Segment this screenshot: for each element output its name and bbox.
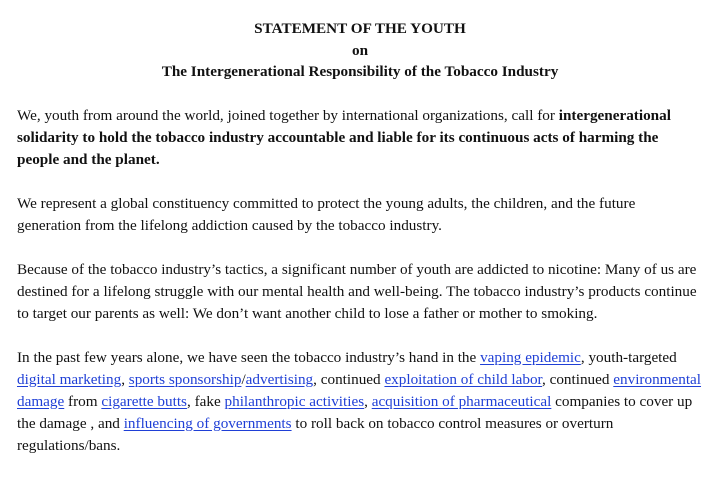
link-influencing-of-governments[interactable]: influencing of governments: [123, 414, 292, 432]
text-segment: , fake: [186, 392, 225, 410]
text-segment: , youth-targeted: [580, 348, 677, 366]
link-vaping-epidemic[interactable]: vaping epidemic: [480, 348, 581, 366]
link-advertising[interactable]: advertising: [245, 370, 314, 388]
link-environmental-damage[interactable]: environmental damage: [17, 370, 702, 410]
link-acquisition-of-pharmaceutical[interactable]: acquisition of pharmaceutical: [371, 392, 552, 410]
heading-line-1: STATEMENT OF THE YOUTH: [254, 20, 466, 37]
text-segment: from: [64, 392, 102, 410]
text-segment: to roll back on tobacco control measures or overturn regulations/bans.: [17, 414, 614, 454]
text-segment: ,: [364, 392, 372, 410]
link-cigarette-butts[interactable]: cigarette butts: [101, 392, 187, 410]
text-segment: , continued: [313, 370, 385, 388]
heading-line-3: The Intergenerational Responsibility of the Tobacco Industry: [161, 63, 559, 80]
paragraph-industry-hand: [17, 347, 703, 457]
text-segment: , continued: [542, 370, 614, 388]
link-philanthropic-activities[interactable]: philanthropic activities: [224, 392, 365, 410]
paragraph-bold-text: intergenerational solidarity to hold the tobacco industry accountable and liable for its continuous acts of harming the people and the planet.: [17, 106, 671, 168]
text-segment: ,: [121, 370, 129, 388]
text-segment: In the past few years alone, we have seen the tobacco industry’s hand in the: [17, 348, 481, 366]
link-sports-sponsorship[interactable]: sports sponsorship: [128, 370, 242, 388]
heading-line-2: on: [351, 41, 369, 59]
paragraph-tactics: Because of the tobacco industry’s tactics, a significant number of youth are addicted to nicotine: Many of us are destined for a lifelong struggle with our mental health and well-being. The tobacco industry’s products continue to target our parents as well: We don’t want another child to lose a father or mother to smoking.: [17, 260, 697, 322]
text-segment: companies to cover up the damage , and: [17, 392, 693, 432]
statement-heading: [17, 18, 703, 83]
paragraph-constituency: We represent a global constituency committed to protect the young adults, the children, and the future generation from the lifelong addiction caused by the tobacco industry.: [17, 194, 636, 234]
paragraph-intro-text: We, youth from around the world, joined together by international organizations, call for: [17, 106, 559, 124]
text-segment: /: [241, 370, 246, 388]
link-digital-marketing[interactable]: digital marketing: [17, 370, 122, 388]
link-exploitation-of-child-labor[interactable]: exploitation of child labor: [384, 370, 542, 388]
paragraph-call-for-solidarity: [17, 105, 703, 171]
